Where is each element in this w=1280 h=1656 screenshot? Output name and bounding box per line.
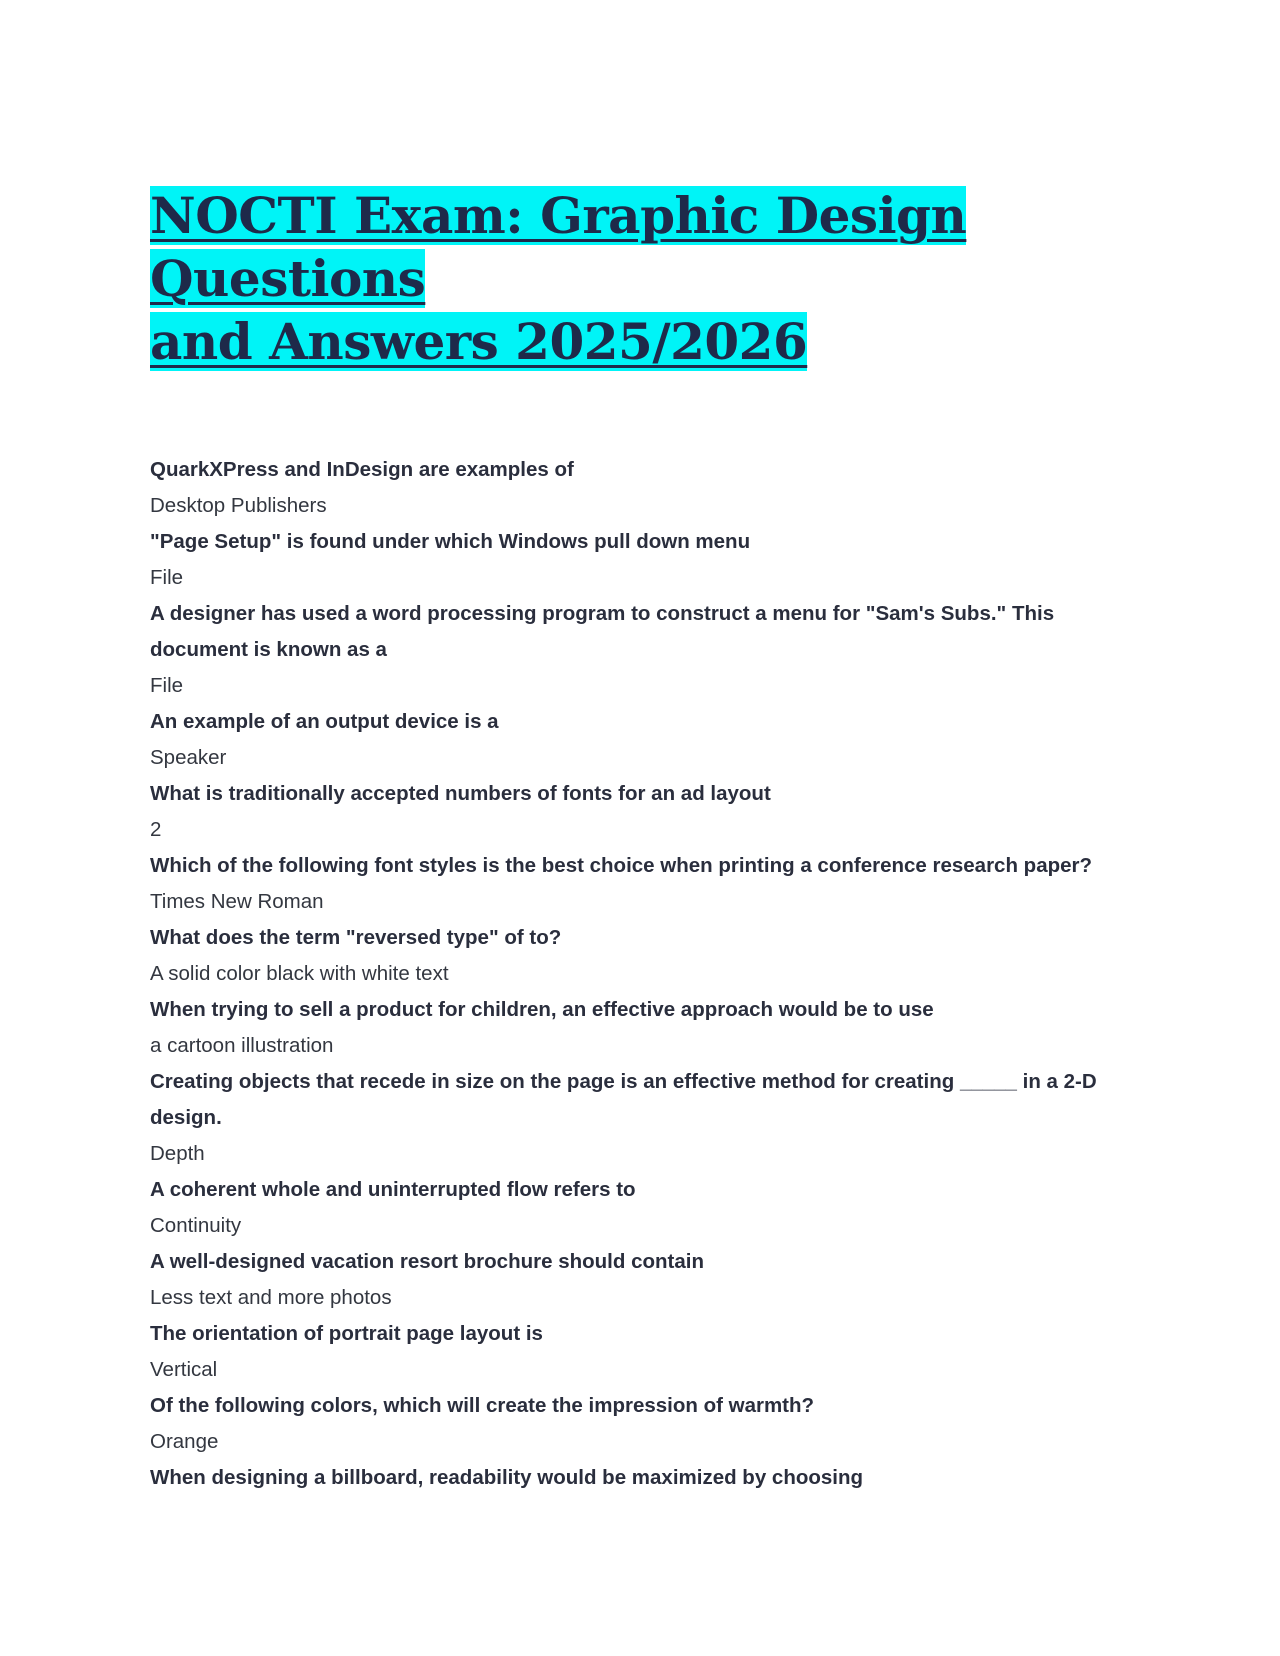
question-text: When designing a billboard, readability would be maximized by choosing (150, 1466, 864, 1489)
qa-item (150, 1316, 1140, 1388)
answer-text: A solid color black with white text (150, 962, 449, 985)
qa-item (150, 848, 1140, 920)
answer-text: Continuity (150, 1214, 242, 1237)
document-title (150, 184, 1150, 373)
qa-item (150, 1172, 1140, 1244)
question-text: The orientation of portrait page layout is (150, 1322, 543, 1345)
answer-text: 2 (150, 818, 162, 841)
answer-text: Less text and more photos (150, 1286, 392, 1309)
question-text: An example of an output device is a (150, 710, 499, 733)
answer-text: Vertical (150, 1358, 218, 1381)
qa-item (150, 1388, 1140, 1460)
question-text: A coherent whole and uninterrupted flow refers to (150, 1178, 636, 1201)
qa-item (150, 920, 1140, 992)
question-text: When trying to sell a product for children, an effective approach would be to use (150, 998, 934, 1021)
question-text: What is traditionally accepted numbers of fonts for an ad layout (150, 782, 771, 805)
title-line-2: and Answers 2025/2026 (150, 312, 808, 371)
qa-item (150, 452, 1140, 524)
qa-item (150, 776, 1140, 848)
question-text: Of the following colors, which will create the impression of warmth? (150, 1394, 815, 1417)
answer-text: Orange (150, 1430, 219, 1453)
title-line-1: NOCTI Exam: Graphic Design Questions (150, 186, 967, 308)
question-text: Creating objects that recede in size on the page is an effective method for creating _____ in a 2-D design. (150, 1070, 1097, 1129)
qa-item (150, 596, 1140, 704)
question-text: Which of the following font styles is the best choice when printing a conference research paper? (150, 854, 1093, 877)
question-text: QuarkXPress and InDesign are examples of (150, 458, 574, 481)
question-text: A well-designed vacation resort brochure should contain (150, 1250, 704, 1273)
answer-text: Speaker (150, 746, 227, 769)
qa-item (150, 992, 1140, 1064)
answer-text: a cartoon illustration (150, 1034, 334, 1057)
qa-item (150, 1244, 1140, 1316)
qa-item (150, 704, 1140, 776)
qa-item (150, 1460, 1140, 1496)
qa-item (150, 524, 1140, 596)
question-text: What does the term "reversed type" of to? (150, 926, 562, 949)
answer-text: File (150, 566, 184, 589)
answer-text: Times New Roman (150, 890, 324, 913)
question-text: "Page Setup" is found under which Windows pull down menu (150, 530, 751, 553)
qa-item (150, 1064, 1140, 1172)
question-text: A designer has used a word processing program to construct a menu for "Sam's Subs." This document is known as a (150, 602, 1055, 661)
answer-text: Desktop Publishers (150, 494, 327, 517)
answer-text: File (150, 674, 184, 697)
answer-text: Depth (150, 1142, 205, 1165)
qa-list (150, 452, 1140, 1496)
